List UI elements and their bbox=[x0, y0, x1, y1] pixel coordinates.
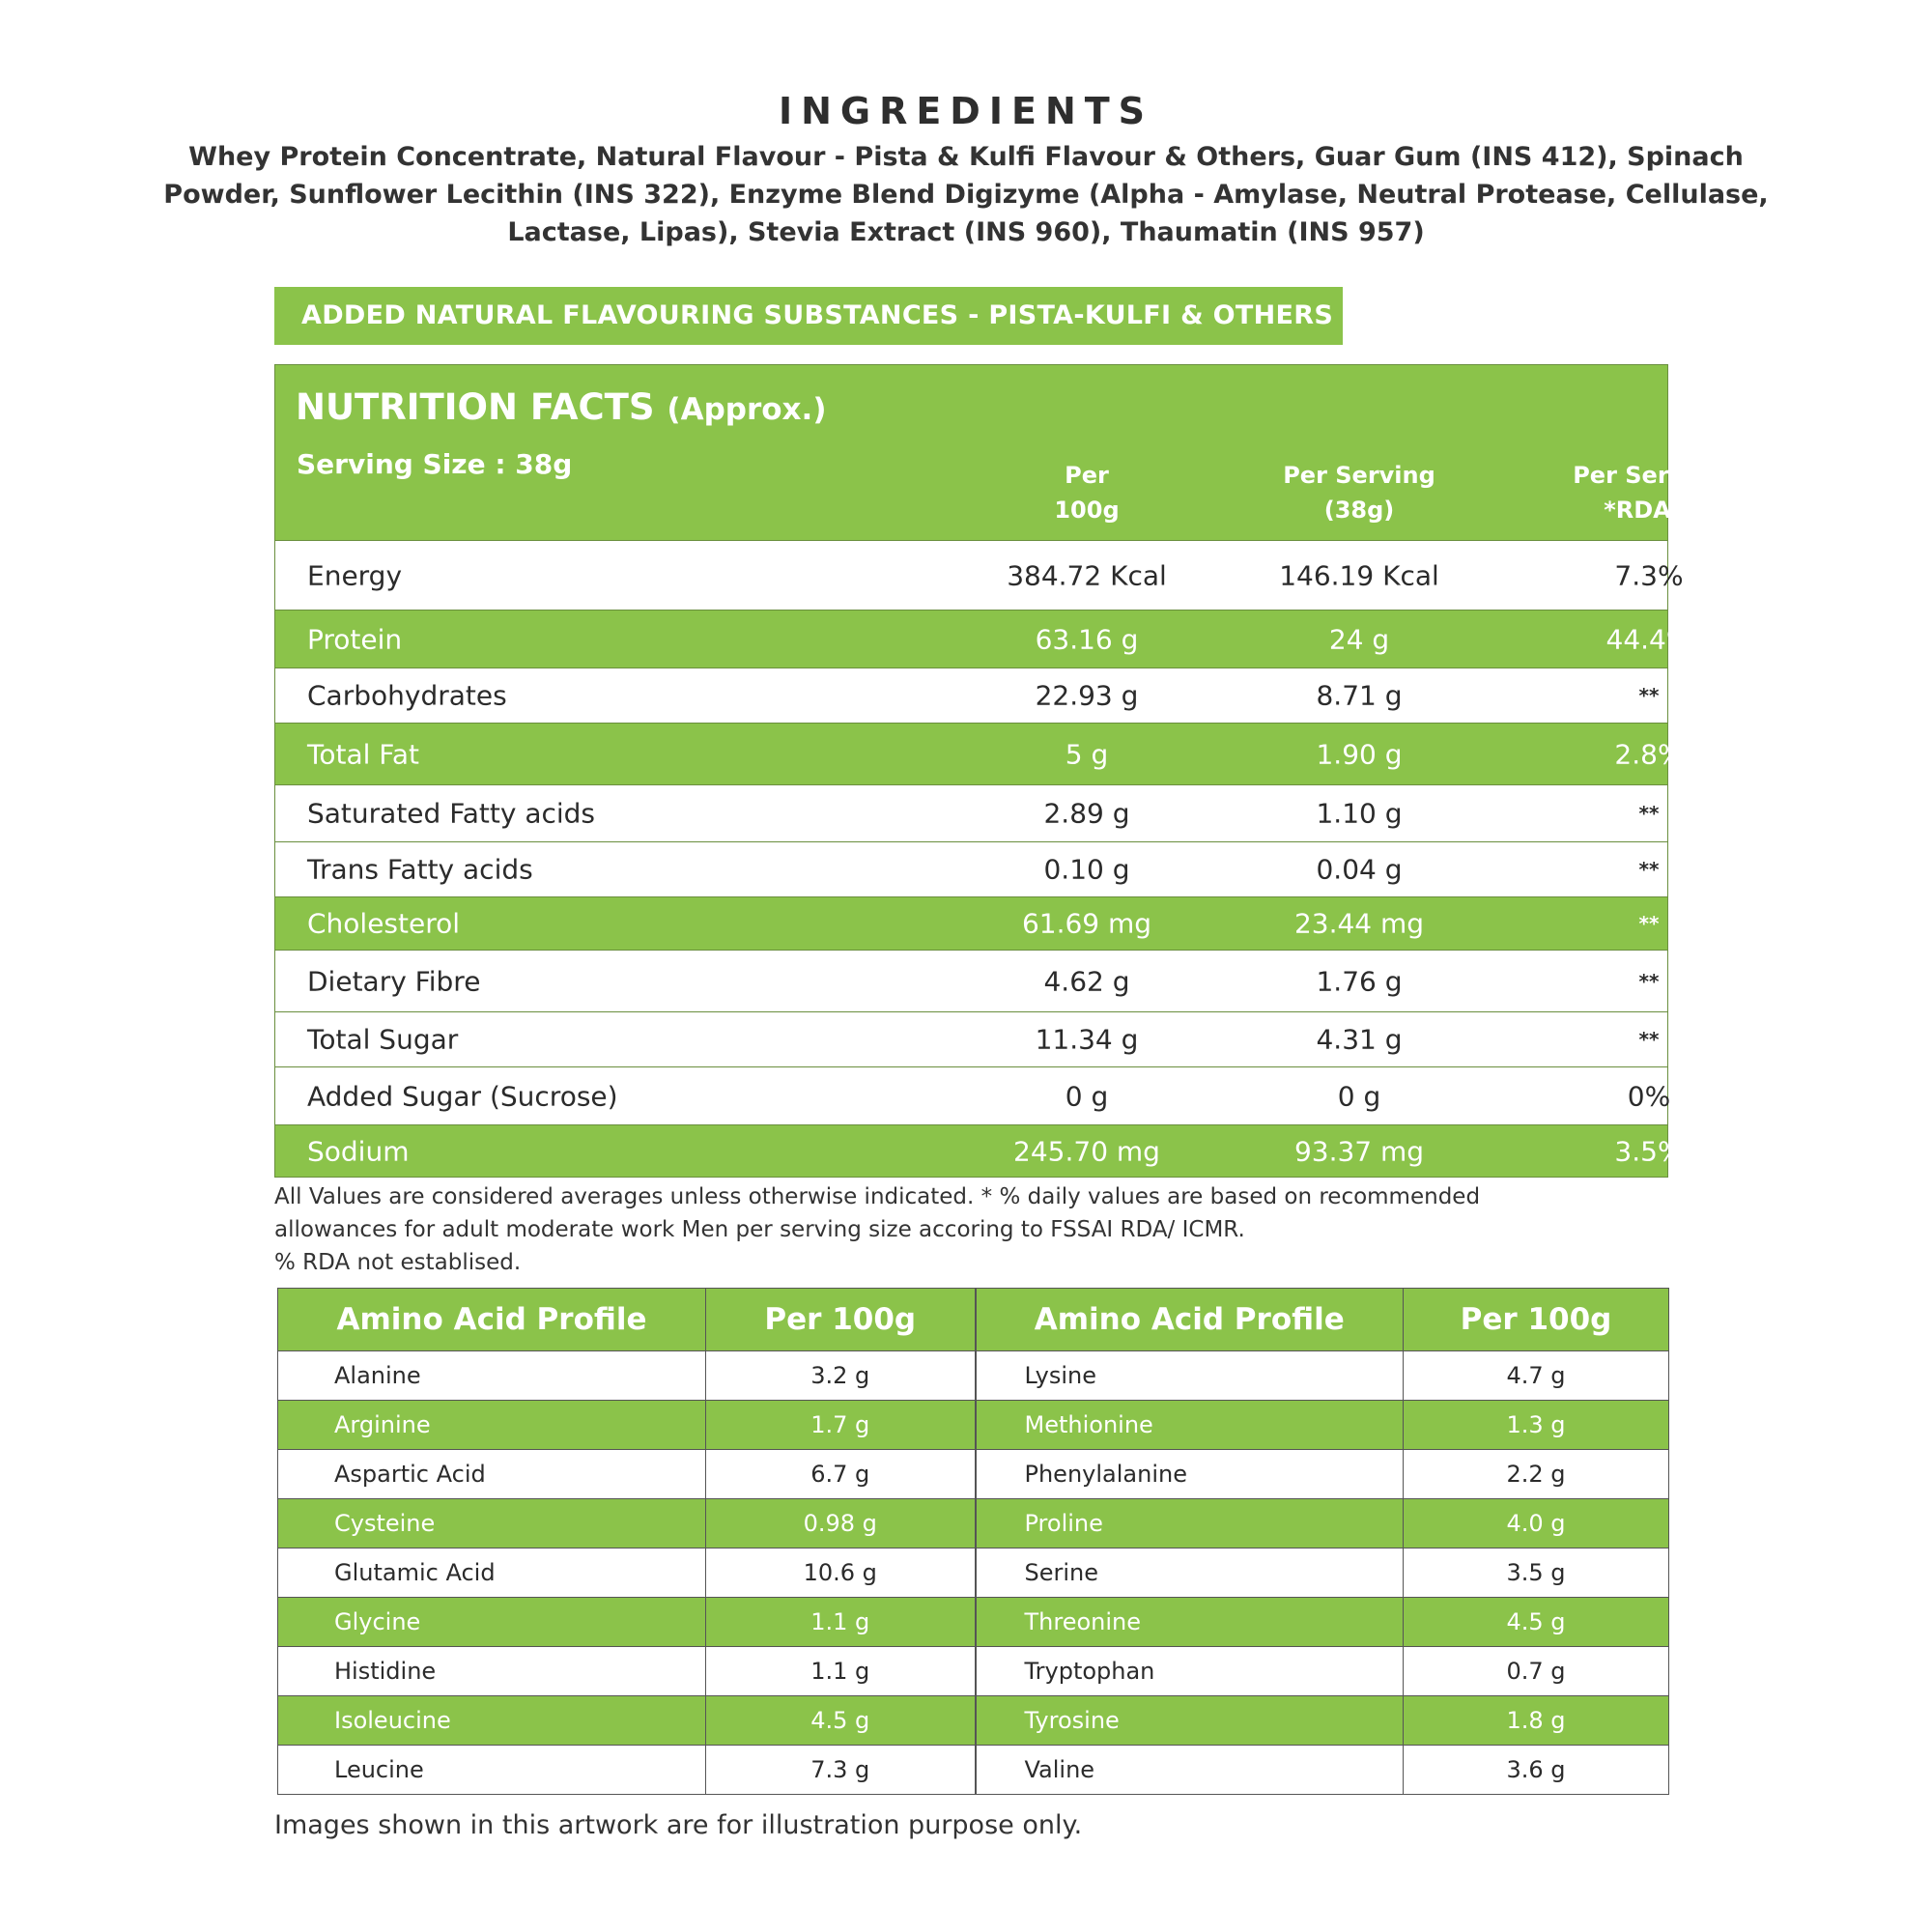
amino-acid-table bbox=[277, 1288, 1669, 1795]
col-header-line: Per bbox=[1065, 462, 1109, 489]
rda-value: ** bbox=[1638, 858, 1660, 881]
footnote-line: allowances for adult moderate work Men per serving size accoring to FSSAI RDA/ ICMR. bbox=[274, 1217, 1245, 1242]
nutrient-name: Trans Fatty acids bbox=[307, 853, 533, 886]
ingredients-text: Whey Protein Concentrate, Natural Flavour - Pista & Kulfi Flavour & Others, Guar Gum (INS 412), Spinach Powder, Sunflower Lecithin (INS 322), Enzyme Blend Digizyme (Alpha - Amylase, Neutral Protease, Cellulase, Lactase, Lipas), Stevia Extract (INS 960), Thaumatin (INS 957) bbox=[163, 142, 1769, 247]
amino-acid-name: Isoleucine bbox=[278, 1696, 706, 1746]
per-serving-value: 4.31 g bbox=[1316, 1023, 1403, 1056]
col-header-line: Per Serving bbox=[1283, 462, 1435, 489]
col-header-line: (38g) bbox=[1323, 497, 1395, 524]
col-header-line: Per Serving bbox=[1573, 462, 1725, 489]
nutrition-row-saturated-fat bbox=[275, 785, 1667, 842]
per-100g-value: 11.34 g bbox=[1035, 1023, 1139, 1056]
rda-value: ** bbox=[1638, 1028, 1660, 1051]
nutrition-row-cholesterol bbox=[275, 897, 1667, 951]
nutrition-row-trans-fat bbox=[275, 842, 1667, 897]
per-100g-value: 384.72 Kcal bbox=[1007, 559, 1167, 591]
per-serving-value: 0 g bbox=[1337, 1080, 1381, 1112]
rda-value: 0% bbox=[1627, 1080, 1671, 1112]
per-serving-value: 1.90 g bbox=[1316, 738, 1403, 770]
amino-acid-name: Histidine bbox=[278, 1647, 706, 1696]
rda-value: ** bbox=[1638, 969, 1660, 993]
per-serving-value: 1.10 g bbox=[1316, 797, 1403, 830]
amino-acid-name: Glutamic Acid bbox=[278, 1548, 706, 1598]
amino-acid-name: Lysine bbox=[976, 1351, 1404, 1401]
amino-profile-header: Amino Acid Profile bbox=[976, 1289, 1404, 1351]
table-row bbox=[278, 1598, 1669, 1647]
amino-acid-value: 1.1 g bbox=[706, 1598, 976, 1647]
nutrition-facts-table bbox=[274, 364, 1725, 1178]
amino-acid-value: 2.2 g bbox=[1404, 1450, 1669, 1499]
per-100g-value: 2.89 g bbox=[1043, 797, 1130, 830]
amino-acid-name: Serine bbox=[976, 1548, 1404, 1598]
amino-acid-name: Threonine bbox=[976, 1598, 1404, 1647]
amino-header-row bbox=[278, 1289, 1669, 1351]
per-serving-value: 8.71 g bbox=[1316, 679, 1403, 712]
table-row bbox=[278, 1450, 1669, 1499]
amino-acid-value: 0.7 g bbox=[1404, 1647, 1669, 1696]
amino-acid-value: 4.7 g bbox=[1404, 1351, 1669, 1401]
nutrition-row-total-fat bbox=[275, 724, 1684, 785]
per-serving-value: 146.19 Kcal bbox=[1279, 559, 1439, 591]
amino-acid-value: 3.6 g bbox=[1404, 1746, 1669, 1795]
amino-acid-name: Tyrosine bbox=[976, 1696, 1404, 1746]
per-100g-value: 63.16 g bbox=[1035, 623, 1139, 655]
nutrient-name: Sodium bbox=[307, 1135, 410, 1167]
amino-acid-name: Leucine bbox=[278, 1746, 706, 1795]
amino-acid-name: Glycine bbox=[278, 1598, 706, 1647]
per-serving-value: 1.76 g bbox=[1316, 965, 1403, 997]
amino-acid-name: Aspartic Acid bbox=[278, 1450, 706, 1499]
table-row bbox=[278, 1401, 1669, 1450]
col-header-line: 100g bbox=[1054, 497, 1120, 524]
amino-per100g-header: Per 100g bbox=[706, 1289, 976, 1351]
per-serving-value: 23.44 mg bbox=[1293, 907, 1425, 940]
amino-acid-value: 4.5 g bbox=[706, 1696, 976, 1746]
nutrition-header bbox=[275, 365, 1725, 541]
nutrient-name: Carbohydrates bbox=[307, 679, 507, 712]
amino-acid-value: 1.8 g bbox=[1404, 1696, 1669, 1746]
rda-value: ** bbox=[1638, 684, 1660, 707]
table-row bbox=[278, 1746, 1669, 1795]
nutrition-title-main: NUTRITION FACTS bbox=[296, 386, 655, 428]
amino-acid-value: 4.0 g bbox=[1404, 1499, 1669, 1548]
per-serving-value: 0.04 g bbox=[1316, 853, 1403, 886]
rda-value: 3.5% bbox=[1614, 1135, 1684, 1167]
table-row bbox=[278, 1647, 1669, 1696]
per-100g-value: 61.69 mg bbox=[1021, 907, 1152, 940]
nutrient-name: Saturated Fatty acids bbox=[307, 797, 596, 830]
col-header-per-serving bbox=[1224, 458, 1494, 527]
rda-value: 44.4% bbox=[1605, 623, 1692, 655]
per-100g-value: 5 g bbox=[1065, 738, 1109, 770]
amino-acid-name: Methionine bbox=[976, 1401, 1404, 1450]
amino-acid-value: 0.98 g bbox=[706, 1499, 976, 1548]
per-100g-value: 22.93 g bbox=[1035, 679, 1139, 712]
table-row bbox=[278, 1499, 1669, 1548]
nutrient-name: Energy bbox=[307, 559, 403, 591]
rda-value: ** bbox=[1638, 912, 1660, 935]
amino-acid-value: 1.1 g bbox=[706, 1647, 976, 1696]
rda-value: ** bbox=[1638, 802, 1660, 825]
amino-per100g-header: Per 100g bbox=[1404, 1289, 1669, 1351]
amino-acid-value: 1.3 g bbox=[1404, 1401, 1669, 1450]
amino-acid-name: Tryptophan bbox=[976, 1647, 1404, 1696]
nutrition-row-dietary-fibre bbox=[275, 951, 1667, 1012]
nutrition-row-carbohydrates bbox=[275, 668, 1667, 724]
amino-acid-value: 3.2 g bbox=[706, 1351, 976, 1401]
table-row bbox=[278, 1696, 1669, 1746]
footnote-line: All Values are considered averages unless otherwise indicated. * % daily values are based on recommended bbox=[274, 1184, 1481, 1209]
amino-acid-name: Valine bbox=[976, 1746, 1404, 1795]
amino-profile-header: Amino Acid Profile bbox=[278, 1289, 706, 1351]
serving-size: Serving Size : 38g bbox=[297, 448, 573, 480]
amino-acid-value: 7.3 g bbox=[706, 1746, 976, 1795]
amino-acid-name: Arginine bbox=[278, 1401, 706, 1450]
amino-acid-value: 10.6 g bbox=[706, 1548, 976, 1598]
per-100g-value: 245.70 mg bbox=[1013, 1135, 1160, 1167]
nutrient-name: Total Fat bbox=[307, 738, 419, 770]
nutrition-row-sodium bbox=[275, 1125, 1684, 1177]
table-row bbox=[278, 1548, 1669, 1598]
col-header-rda bbox=[1514, 458, 1784, 527]
nutrient-name: Dietary Fibre bbox=[307, 965, 481, 997]
nutrition-footnote bbox=[274, 1180, 1675, 1279]
nutrition-title bbox=[296, 386, 827, 428]
nutrition-row-total-sugar bbox=[275, 1012, 1667, 1067]
col-header-per-100g bbox=[952, 458, 1222, 527]
amino-acid-name: Phenylalanine bbox=[976, 1450, 1404, 1499]
amino-acid-value: 6.7 g bbox=[706, 1450, 976, 1499]
rda-value: 7.3% bbox=[1614, 559, 1684, 591]
nutrient-name: Added Sugar (Sucrose) bbox=[307, 1080, 618, 1112]
per-serving-value: 93.37 mg bbox=[1293, 1135, 1425, 1167]
illustration-disclaimer: Images shown in this artwork are for illustration purpose only. bbox=[274, 1810, 1083, 1840]
nutrition-row-protein bbox=[275, 611, 1692, 668]
amino-acid-name: Alanine bbox=[278, 1351, 706, 1401]
col-header-line: *RDA% bbox=[1604, 497, 1694, 524]
amino-acid-value: 3.5 g bbox=[1404, 1548, 1669, 1598]
per-100g-value: 0.10 g bbox=[1043, 853, 1130, 886]
per-serving-value: 24 g bbox=[1328, 623, 1390, 655]
nutrition-title-suffix: (Approx.) bbox=[667, 392, 827, 427]
ingredients-title: INGREDIENTS bbox=[778, 90, 1154, 132]
nutrition-row-energy bbox=[275, 541, 1684, 611]
rda-value: 2.8% bbox=[1614, 738, 1684, 770]
flavouring-banner: ADDED NATURAL FLAVOURING SUBSTANCES - PISTA-KULFI & OTHERS bbox=[274, 287, 1343, 345]
nutrient-name: Total Sugar bbox=[307, 1023, 459, 1056]
per-100g-value: 0 g bbox=[1065, 1080, 1109, 1112]
amino-acid-value: 4.5 g bbox=[1404, 1598, 1669, 1647]
amino-acid-value: 1.7 g bbox=[706, 1401, 976, 1450]
table-row bbox=[278, 1351, 1669, 1401]
amino-acid-name: Proline bbox=[976, 1499, 1404, 1548]
nutrient-name: Protein bbox=[307, 623, 403, 655]
footnote-line: % RDA not establised. bbox=[274, 1250, 522, 1275]
nutrient-name: Cholesterol bbox=[307, 907, 461, 940]
amino-acid-name: Cysteine bbox=[278, 1499, 706, 1548]
nutrition-row-added-sugar bbox=[275, 1067, 1671, 1125]
per-100g-value: 4.62 g bbox=[1043, 965, 1130, 997]
